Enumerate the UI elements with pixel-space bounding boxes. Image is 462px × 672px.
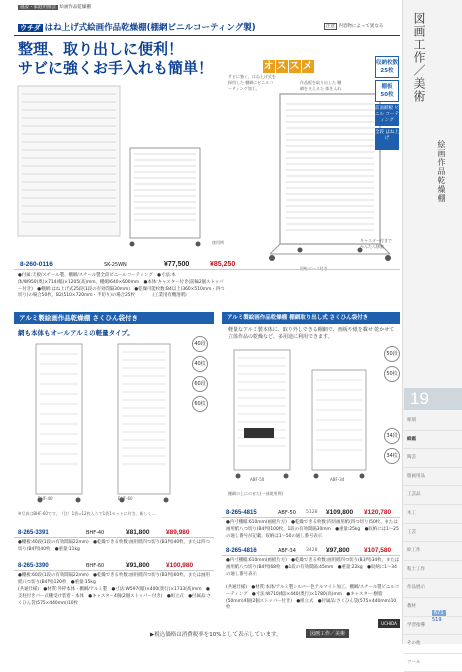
- product-code: 8-265-3390: [18, 563, 49, 569]
- side-tab[interactable]: その他: [404, 635, 462, 654]
- caption-support: 作品板を取り出した 棚網を支えるた 体を入れ: [300, 80, 342, 91]
- price-in-tax: ¥85,250: [210, 261, 236, 268]
- product3-price-row-1: [222, 508, 400, 518]
- jan-code: 3428: [306, 548, 318, 553]
- side-tab[interactable]: 彫刻: [404, 412, 462, 431]
- product1-photo-wire: [14, 82, 124, 247]
- chapter-number: 19: [404, 388, 462, 410]
- product1-photo-small: [120, 138, 210, 258]
- top-note: 注意 内容物によって異なる: [326, 24, 384, 29]
- side-title: 図画工作／美術: [412, 12, 426, 103]
- product1-title: はね上げ式絵画作品乾燥棚(棚網ビニルコーティング製): [44, 23, 256, 33]
- price-in-tax: ¥100,980: [166, 562, 194, 569]
- product3-label-a: ABF-50: [250, 477, 265, 482]
- side-tab[interactable]: 木工: [404, 505, 462, 524]
- product-code: 8-265-3391: [18, 530, 49, 536]
- side-tab[interactable]: 学習指導: [404, 617, 462, 636]
- product1-price-row: [14, 260, 400, 270]
- brand-logo: UCHIDA: [378, 619, 400, 628]
- product2-spec-common: (共通仕様) ●材質:外枠本体・棚網/アルミ製 ●寸法:W597(幅)×400(奥行)×1733(高)mm ●支柱付きバー式棚受け装着・本体 ●キャスター4個(2個ストッパー付き) ●組立式 ●付属品:さくひん袋(575×440mm)10枚: [18, 587, 212, 606]
- side-tab[interactable]: 絵画: [404, 431, 462, 450]
- side-tab[interactable]: 工芸品: [404, 486, 462, 505]
- price-in-tax: ¥107,580: [364, 547, 392, 554]
- product-code: 8-265-4815: [226, 510, 257, 516]
- price-in-tax: ¥120,780: [364, 509, 392, 516]
- price-ex-tax: ¥109,800: [326, 509, 354, 516]
- product2-a-sheets: 40枚: [192, 356, 208, 372]
- product2-spec-1: ●棚板:40段(1段の有効間隔22mm) ●乾燥できる枚数:画用紙四つ切り(B3判)40枚、または四つ切り(B4判)40枚 ●重量:11kg: [18, 540, 210, 552]
- product2-section-head: アルミ製絵画作品乾燥棚 さくひん袋付き: [14, 312, 214, 324]
- product1-lead: 整理、取り出しに便利！ サビに強くお手入れも簡単！: [18, 40, 214, 77]
- price-in-tax: ¥89,980: [166, 529, 190, 536]
- product2-b-shelves: 60段: [192, 376, 208, 392]
- side-tab[interactable]: 絵工作: [404, 542, 462, 561]
- product2-price-row-1: [14, 528, 214, 538]
- side-tab[interactable]: 粘土工作: [404, 561, 462, 580]
- product3-spec-2: ●内寸棚幅:610mm(画板片方) ●乾燥できる枚数:画用紙四つ切り(B3判)34枚、または画用紙八つ切り(B4判)68枚 ●1段の有効間隔:45mm ●重量:22kg ●収納に1〜34の通し番号表示: [226, 558, 400, 577]
- price-ex-tax: ¥91,800: [126, 562, 150, 569]
- product3-b-sheets: 34枚: [384, 448, 400, 464]
- model-number: BHF-40: [86, 530, 105, 536]
- side-tab[interactable]: 版画用品: [404, 468, 462, 487]
- caption-usage: 使用例: [212, 240, 224, 245]
- side-subtitle: 絵画作品乾燥棚: [437, 140, 446, 203]
- side-tab[interactable]: 作品展示: [404, 579, 462, 598]
- product3-note: 棚網の上にのせた(一部使用例): [228, 491, 284, 496]
- side-tab[interactable]: 教材: [404, 598, 462, 617]
- product1-spec: ●付属:天板/スチール製、棚網/スチール製全段ビニールコーティング ●寸法:本体/W950(奥)×714(幅)×1205(高)mm、棚網/640×600mm ●本体:キャスター付き(前輪2個ストッパー付き) ●棚網:はね上げ式25段(1段の有効間隔30mm) ●乾燥可能枚数:B4以上(360×510mm・四つ切り)の場合50枚、B2(510×720mm・半切り)の場合25枚 (工業用有機溶剤): [18, 273, 225, 299]
- top-category-tag: [18, 4, 91, 10]
- product3-price-row-2: [222, 546, 400, 556]
- caption-base: 回転ベース付き: [300, 266, 328, 271]
- product2-label-a: BHF-40: [38, 496, 53, 501]
- tax-note: ▶税込価格は消費税率を10%として表示しています。: [150, 632, 282, 638]
- tag-badge: 施設・家庭用園芸: [20, 5, 56, 10]
- caption-coating: サビに強く、はね上げ式を採用した 棚網にビニルコーティング加工。: [228, 74, 276, 91]
- product3-a-sheets: 50枚: [384, 366, 400, 382]
- caption-caster: キャスター付きで かんたん移動: [360, 238, 392, 249]
- page-numbers: [432, 610, 446, 624]
- product2-label-b: BHF-60: [118, 496, 133, 501]
- size-badge: 棚板 50枚: [375, 80, 399, 102]
- product2-note: ※写真はBHF-60です。（注）1袋=12枚入りで1袋1セットに付き、新しく…: [18, 511, 156, 516]
- model-number: ABF-50: [278, 510, 296, 516]
- price-ex-tax: ¥77,500: [164, 261, 190, 268]
- brand-badge: ウチダ: [20, 24, 41, 32]
- model-number: SK-25WN: [104, 262, 127, 268]
- note-badge: 注意: [326, 24, 335, 29]
- model-number: BHF-60: [86, 563, 105, 569]
- tag-category: 絵画作品乾燥棚: [59, 5, 91, 10]
- product3-section-head: アルミ製絵画作品乾燥棚 棚網取り出し式 さくひん袋付き: [222, 312, 400, 324]
- flipup-badge: 全段 はね上げ: [375, 128, 399, 150]
- footer-category: 図画工作／美術: [306, 629, 349, 638]
- side-tab[interactable]: ツール: [404, 654, 462, 672]
- product2-price-row-2: [14, 561, 214, 571]
- product3-b-shelves: 34段: [384, 428, 400, 444]
- product3-photo: [226, 346, 378, 486]
- recommend-badge: オ ス ス メ: [263, 61, 314, 72]
- product3-desc: 軽量なアルミ製本体に、取り外しできる棚網で、画板や紙を載せ 乾かせて立体作品の乾燥など、多用途に利用できます。: [228, 327, 395, 340]
- product2-a-shelves: 40段: [192, 336, 208, 352]
- product3-spec-1: ●内寸棚幅:610mm(画板片方) ●乾燥できる枚数:四切画用紙(四つ切り)50枚、または画用紙八つ切り(B4判)100枚、1段の有効間隔30mm ●重量:25kg ●収納には1〜25の通し番号が記載、収納は1〜50の通し番号表示: [226, 520, 399, 539]
- product2-photo: [18, 340, 188, 510]
- side-tabs: [404, 412, 462, 672]
- price-ex-tax: ¥97,800: [326, 547, 350, 554]
- price-ex-tax: ¥81,800: [126, 529, 150, 536]
- product2-b-sheets: 60枚: [192, 396, 208, 412]
- product-code: 8-260-0116: [20, 261, 53, 268]
- product3-label-b: ABF-34: [330, 477, 345, 482]
- product2-spec-2: ●棚板:60段(1段の有効間隔22mm) ●乾燥できる枚数:画用紙四つ切り(B3判)60枚、または画用紙八つ切り(B4判)120枚 ●重量:15kg: [18, 573, 210, 585]
- product2-subtitle: 網も本体もオールアルミの軽量タイプ。: [18, 329, 134, 337]
- side-tab[interactable]: 陶芸: [404, 449, 462, 468]
- qty-badge: 収納枚数 25枚: [375, 56, 399, 78]
- product-code: 8-265-4816: [226, 548, 257, 554]
- product3-a-shelves: 50段: [384, 346, 400, 362]
- coating-badge: 前面網板 ビニル コーティング: [375, 104, 399, 126]
- side-tab[interactable]: 工芸: [404, 524, 462, 543]
- model-number: ABF-34: [278, 548, 296, 554]
- page-number-b: 519: [432, 617, 442, 623]
- product3-spec-common: (共通仕様) ●材質:本体/アルミ製シルバー色アルマイト加工、棚網/スチール製ビニルコーティング ●寸法:W710(幅)×440(奥行)×1780(高)mm ●キャスター:樹脂(50mm)4個(2個ストッパー付き) ●組立式 ●付属品:さくひん袋(575×440mm)10枚: [226, 585, 400, 611]
- page-number-a: 671: [434, 610, 444, 616]
- jan-code: 5128: [306, 510, 318, 515]
